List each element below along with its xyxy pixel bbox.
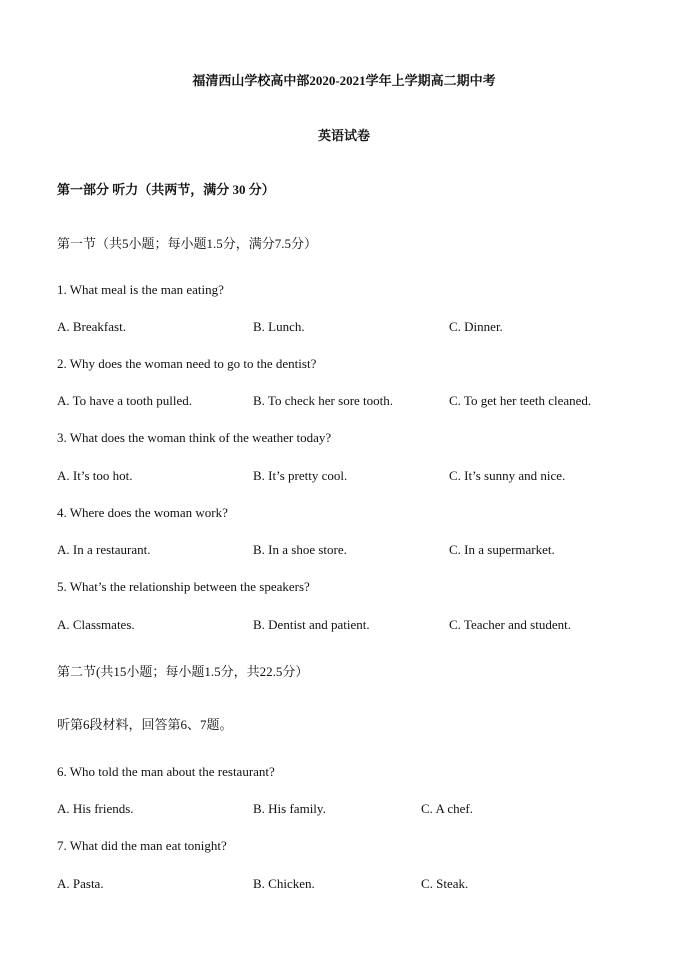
question-3: 3. What does the woman think of the weather today? <box>57 430 332 445</box>
section1-heading: 第一节（共5小题；每小题1.5分，满分7.5分） <box>57 236 318 251</box>
question-1: 1. What meal is the man eating? <box>57 282 224 297</box>
q1-option-c: C. Dinner. <box>449 319 503 334</box>
q5-option-b: B. Dentist and patient. <box>253 617 370 632</box>
q7-option-a: A. Pasta. <box>57 876 104 891</box>
section2-instruction: 听第6段材料，回答第6、7题。 <box>57 717 233 732</box>
q2-option-b: B. To check her sore tooth. <box>253 393 394 408</box>
section2-heading: 第二节(共15小题；每小题1.5分，共22.5分） <box>57 664 309 679</box>
q6-option-b: B. His family. <box>253 801 326 816</box>
question-5: 5. What’s the relationship between the speakers? <box>57 579 310 594</box>
question-4: 4. Where does the woman work? <box>57 505 228 520</box>
q4-option-b: B. In a shoe store. <box>253 542 347 557</box>
q4-option-a: A. In a restaurant. <box>57 542 151 557</box>
q1-option-a: A. Breakfast. <box>57 319 126 334</box>
question-6: 6. Who told the man about the restaurant? <box>57 764 275 779</box>
q4-option-c: C. In a supermarket. <box>449 542 555 557</box>
q7-option-b: B. Chicken. <box>253 876 315 891</box>
q3-option-b: B. It’s pretty cool. <box>253 468 348 483</box>
part1-heading: 第一部分 听力（共两节，满分 30 分） <box>57 182 275 197</box>
q5-option-a: A. Classmates. <box>57 617 135 632</box>
q2-option-a: A. To have a tooth pulled. <box>57 393 192 408</box>
question-2: 2. Why does the woman need to go to the dentist? <box>57 356 317 371</box>
q3-option-a: A. It’s too hot. <box>57 468 133 483</box>
question-7: 7. What did the man eat tonight? <box>57 838 227 853</box>
q3-option-c: C. It’s sunny and nice. <box>449 468 566 483</box>
q7-option-c: C. Steak. <box>421 876 469 891</box>
exam-title: 福清西山学校高中部2020-2021学年上学期高二期中考 <box>192 73 496 88</box>
exam-subtitle: 英语试卷 <box>317 128 370 143</box>
q1-option-b: B. Lunch. <box>253 319 305 334</box>
q2-option-c: C. To get her teeth cleaned. <box>449 393 592 408</box>
q6-option-c: C. A chef. <box>421 801 473 816</box>
q6-option-a: A. His friends. <box>57 801 134 816</box>
q5-option-c: C. Teacher and student. <box>449 617 571 632</box>
